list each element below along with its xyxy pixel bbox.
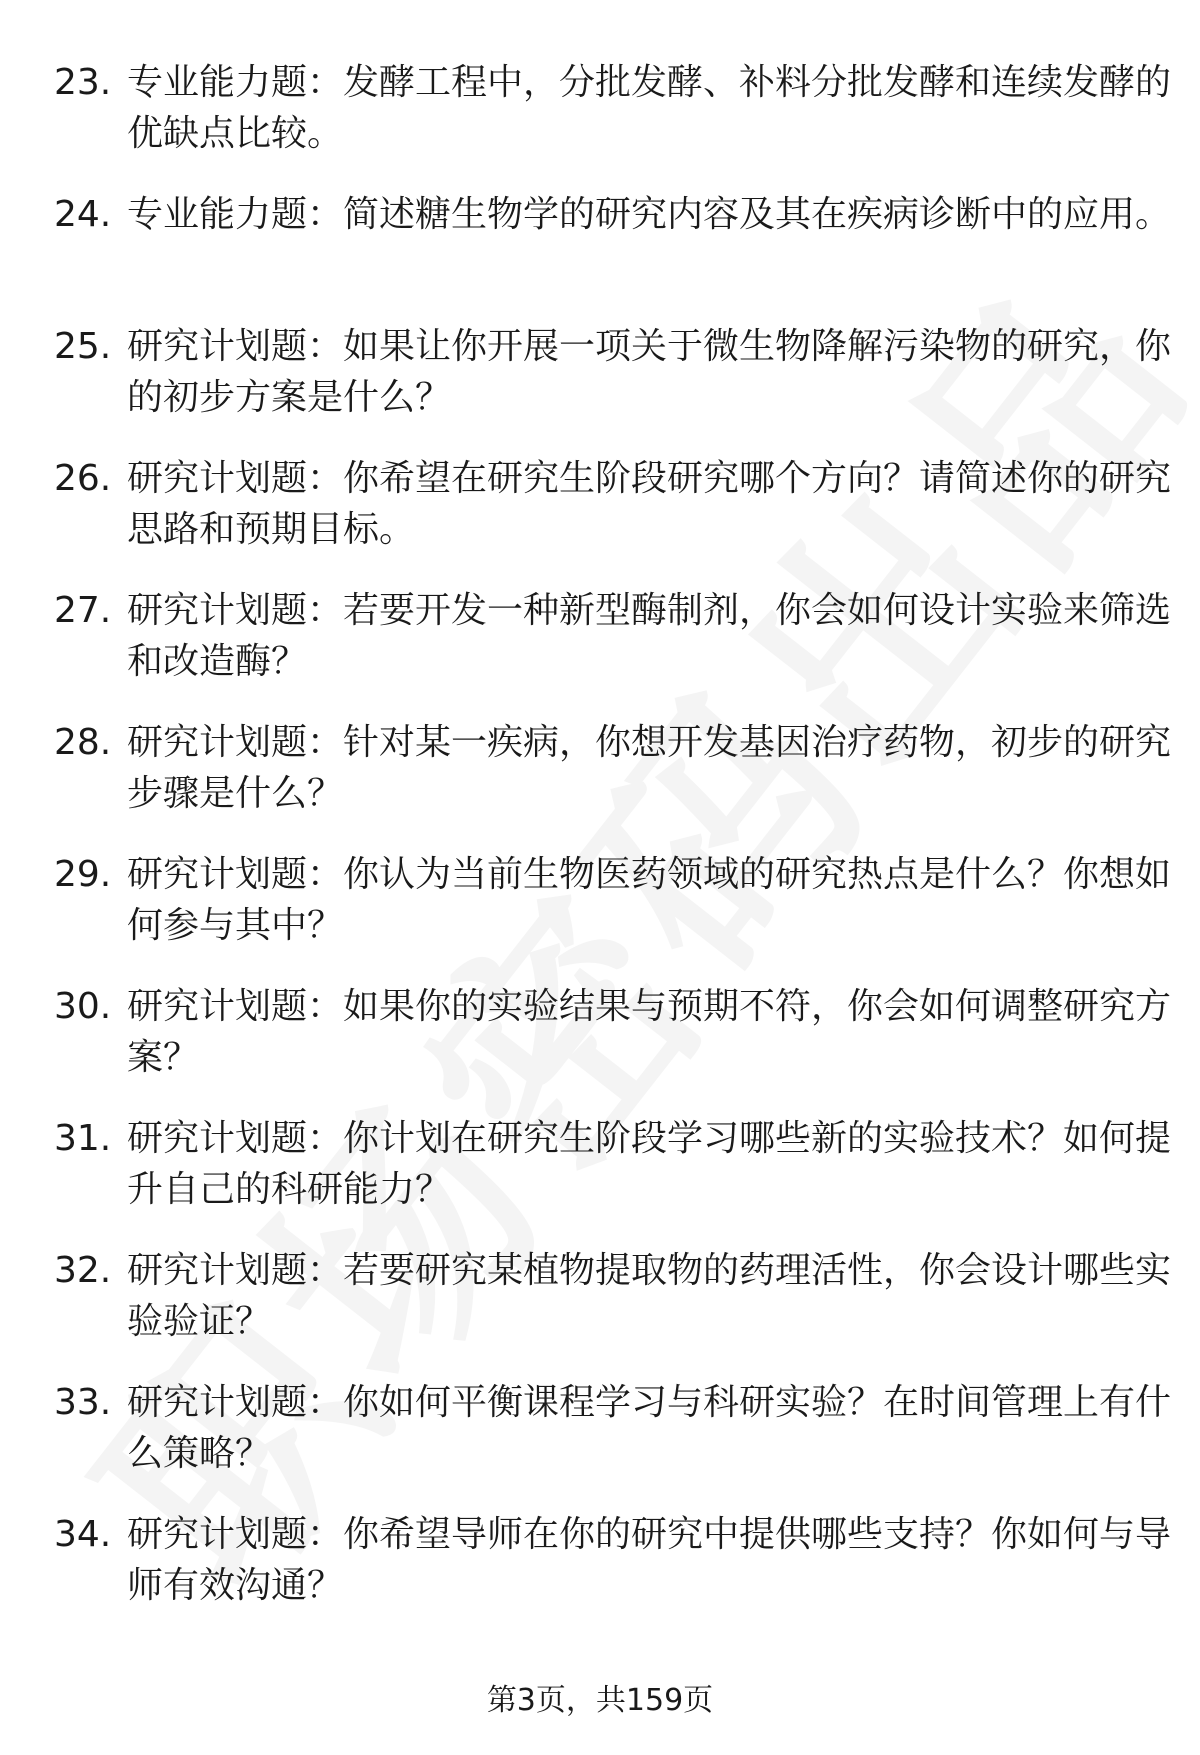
question-text: 研究计划题：若要研究某植物提取物的药理活性，你会设计哪些实验验证？ xyxy=(127,1250,1172,1342)
question-text: 研究计划题：针对某一疾病，你想开发基因治疗药物，初步的研究步骤是什么？ xyxy=(127,722,1172,814)
question-item xyxy=(54,453,1172,573)
question-text: 专业能力题：发酵工程中，分批发酵、补料分批发酵和连续发酵的优缺点比较。 xyxy=(127,62,1172,154)
question-number: 34. xyxy=(54,1514,112,1555)
question-text: 研究计划题：你希望导师在你的研究中提供哪些支持？你如何与导师有效沟通？ xyxy=(127,1514,1172,1606)
question-item xyxy=(54,1509,1172,1629)
question-text: 研究计划题：如果让你开展一项关于微生物降解污染物的研究，你的初步方案是什么？ xyxy=(127,326,1172,418)
question-item xyxy=(54,321,1172,441)
page-footer: 第3页，共159页 xyxy=(486,1683,714,1718)
question-item xyxy=(54,849,1172,969)
question-number: 26. xyxy=(54,458,112,499)
question-number: 27. xyxy=(54,590,112,631)
question-text: 研究计划题：你如何平衡课程学习与科研实验？在时间管理上有什么策略？ xyxy=(127,1382,1172,1474)
question-item xyxy=(54,981,1172,1101)
question-text: 研究计划题：如果你的实验结果与预期不符，你会如何调整研究方案？ xyxy=(127,986,1172,1078)
question-item xyxy=(54,1113,1172,1233)
question-number: 32. xyxy=(54,1250,112,1291)
question-number: 24. xyxy=(54,194,112,235)
question-item xyxy=(54,1245,1172,1365)
question-text: 研究计划题：你认为当前生物医药领域的研究热点是什么？你想如何参与其中？ xyxy=(127,854,1172,946)
question-item xyxy=(54,1377,1172,1497)
question-text: 研究计划题：若要开发一种新型酶制剂，你会如何设计实验来筛选和改造酶？ xyxy=(127,590,1172,682)
question-number: 29. xyxy=(54,854,112,895)
question-number: 31. xyxy=(54,1118,112,1159)
question-item xyxy=(54,585,1172,705)
question-item xyxy=(54,57,1172,177)
question-list xyxy=(54,57,1172,1641)
question-item xyxy=(54,189,1172,309)
question-text: 研究计划题：你计划在研究生阶段学习哪些新的实验技术？如何提升自己的科研能力？ xyxy=(127,1118,1172,1210)
question-number: 25. xyxy=(54,326,112,367)
question-number: 33. xyxy=(54,1382,112,1423)
question-text: 专业能力题：简述糖生物学的研究内容及其在疾病诊断中的应用。 xyxy=(127,194,1172,235)
question-number: 28. xyxy=(54,722,112,763)
question-text: 研究计划题：你希望在研究生阶段研究哪个方向？请简述你的研究思路和预期目标。 xyxy=(127,458,1172,550)
question-number: 30. xyxy=(54,986,112,1027)
question-item xyxy=(54,717,1172,837)
question-number: 23. xyxy=(54,62,112,103)
